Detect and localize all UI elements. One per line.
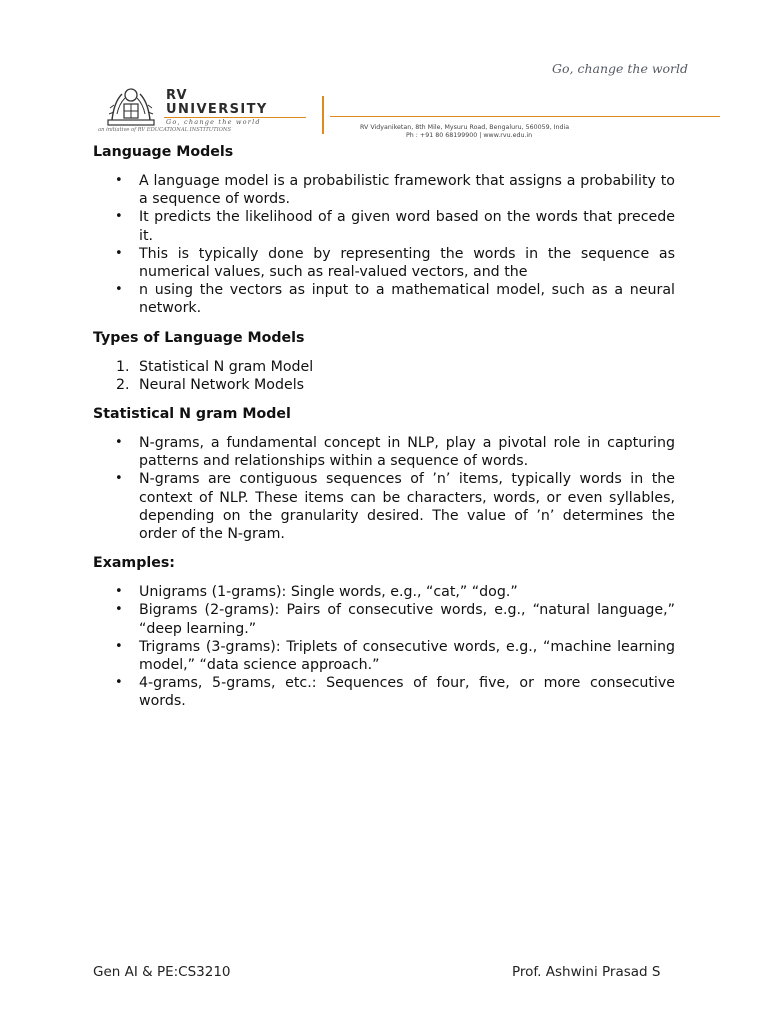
heading-examples: Examples:: [93, 555, 175, 572]
header-tagline: Go, change the world: [552, 61, 689, 76]
header-vertical-divider: [322, 96, 324, 134]
heading-language-models: Language Models: [93, 144, 234, 160]
footer-author: Prof. Ashwini Prasad S: [512, 964, 661, 980]
bullet-icon: •: [115, 471, 123, 487]
header-contact: Ph : +91 80 68199900 | www.rvu.edu.in: [406, 132, 533, 139]
bullet-icon: •: [115, 675, 123, 691]
list-item: • N-grams, a fundamental concept in NLP, play a pivotal role in capturing patterns and relationships within a sequence of words.: [115, 435, 675, 470]
university-logo: [98, 84, 324, 134]
list-item: • Bigrams (2-grams): Pairs of consecutive words, e.g., “natural language,” “deep learning.”: [115, 602, 675, 637]
logo-line-university: UNIVERSITY: [166, 102, 268, 117]
statistical-list: [93, 434, 675, 543]
heading-statistical-n-gram-model: Statistical N gram Model: [93, 406, 291, 423]
list-item: • Trigrams (3-grams): Triplets of consecutive words, e.g., “machine learning model,” “data science approach.”: [115, 638, 675, 674]
bullet-icon: •: [115, 245, 123, 261]
bullet-icon: •: [115, 282, 123, 298]
list-item: • Unigrams (1-grams): Single words, e.g., “cat,” “dog.”: [115, 584, 518, 601]
bullet-icon: •: [115, 638, 123, 654]
bullet-icon: •: [115, 584, 123, 600]
list-item: • It predicts the likelihood of a given word based on the words that precede it.: [115, 209, 675, 244]
logo-line-rv: RV: [166, 88, 188, 103]
list-item: • N-grams are contiguous sequences of ’n’ items, typically words in the context of NLP. These items can be characters, words, or even syllables, depending on the granularity desired. The value of ’n’ determines the order of the N-gram.: [115, 471, 675, 543]
list-item: 1. Statistical N gram Model: [116, 358, 314, 375]
header-horizontal-rule: [330, 116, 720, 117]
list-item: • n using the vectors as input to a mathematical model, such as a neural network.: [115, 282, 675, 317]
bullet-icon: •: [115, 602, 123, 618]
list-number: 2.: [116, 376, 130, 393]
list-number: 1.: [116, 358, 130, 375]
logo-motto: Go, change the world: [166, 118, 261, 126]
list-item: 2. Neural Network Models: [116, 376, 305, 393]
university-crest-icon: [104, 84, 158, 128]
heading-types-of-language-models: Types of Language Models: [93, 329, 305, 346]
bullet-icon: •: [115, 209, 123, 225]
header-address: RV Vidyaniketan, 8th Mile, Mysuru Road, Bengaluru, 560059, India: [360, 124, 570, 131]
logo-subline: an initiative of RV EDUCATIONAL INSTITUTIONS: [98, 127, 232, 133]
footer-course-code: Gen AI & PE:CS3210: [93, 964, 231, 980]
document-body: [93, 142, 675, 711]
bullet-icon: •: [115, 173, 123, 188]
types-list: [93, 358, 675, 394]
list-item: • A language model is a probabilistic framework that assigns a probability to a sequence of words.: [115, 173, 675, 208]
bullet-icon: •: [115, 435, 123, 451]
language-models-list: [93, 172, 675, 318]
list-item: • 4-grams, 5-grams, etc.: Sequences of four, five, or more consecutive words.: [115, 675, 675, 710]
examples-list: [93, 583, 675, 710]
list-item: • This is typically done by representing the words in the sequence as numerical values, such as real-valued vectors, and the: [115, 245, 675, 281]
